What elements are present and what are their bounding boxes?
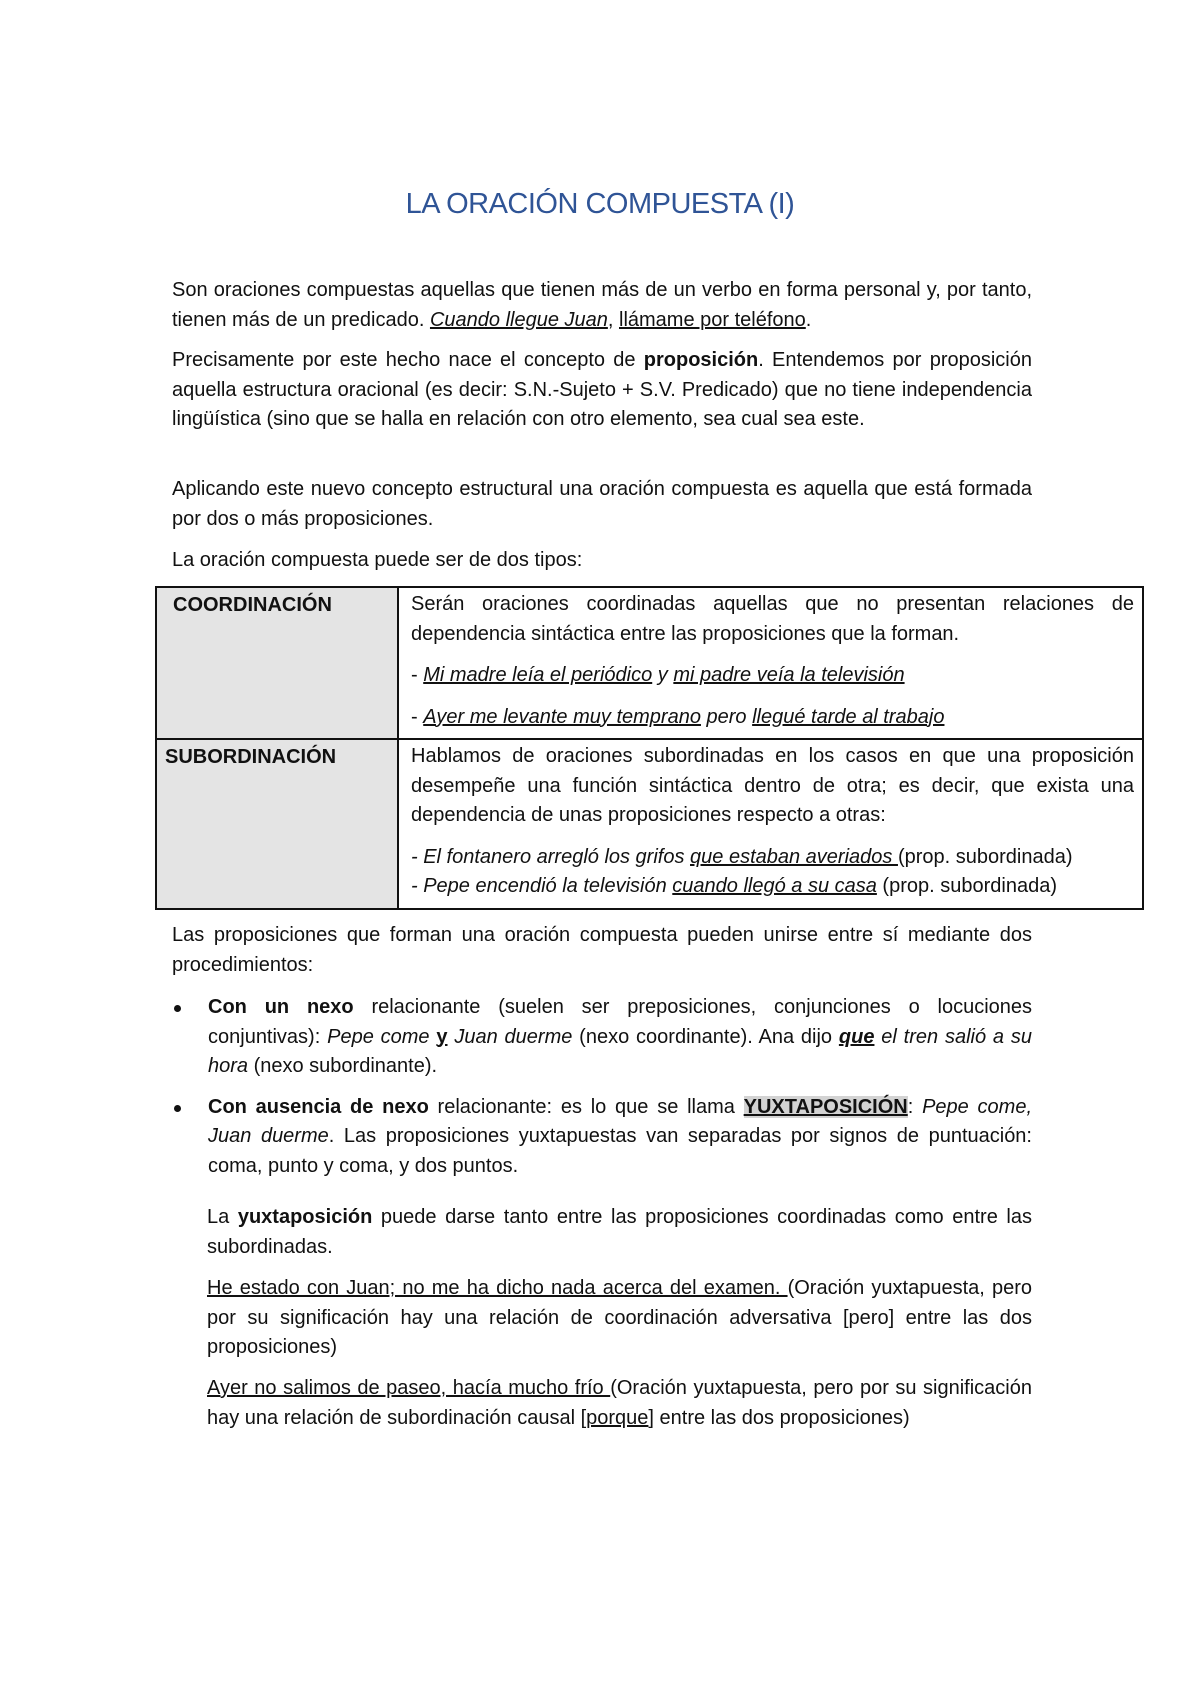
coordination-description: Serán oraciones coordinadas aquellas que no presentan relaciones de dependencia sintáctica entre las proposiciones que la forman. — [411, 593, 1134, 645]
item-text: (nexo subordinante). — [248, 1055, 438, 1077]
proposition: llegué tarde al trabajo — [752, 705, 945, 728]
example-explanation: (Oración yuxtapuesta, pero por su significación hay una relación de subordinación causal [ — [207, 1377, 1032, 1429]
coordination-example-1 — [411, 661, 1134, 691]
dash: - — [411, 705, 424, 728]
page-title: LA ORACIÓN COMPUESTA (I) — [405, 188, 795, 220]
term-bold: yuxtaposición — [237, 1206, 373, 1228]
paragraph-proposition — [172, 346, 1032, 435]
nexus-coordinating: y — [436, 1025, 448, 1048]
table-row-subordination — [156, 739, 1143, 909]
example-explanation: ] entre las dos proposiciones) — [648, 1406, 910, 1429]
subordinate-clause: cuando llegó a su casa — [672, 875, 877, 897]
term-bold: proposición — [643, 349, 759, 371]
paragraph-types-intro: La oración compuesta puede ser de dos tipos: — [172, 549, 583, 571]
term-bold: Con un nexo — [208, 996, 354, 1018]
label-coordination: COORDINACIÓN — [156, 587, 398, 739]
main-clause: - El fontanero arregló los grifos — [411, 845, 691, 868]
subordination-example-1 — [411, 843, 1134, 873]
paragraph-definition — [172, 276, 1032, 335]
proposition: Mi madre leía el periódico — [423, 664, 653, 686]
item-text: relacionante (suelen ser preposiciones, conjunciones o locuciones conjuntivas): — [208, 996, 1033, 1048]
nexus-subordinating: que — [838, 1025, 875, 1048]
list-item-juxtaposition — [172, 1093, 1032, 1182]
nexus-causal: porque — [586, 1406, 649, 1429]
paragraph-structure: Aplicando este nuevo concepto estructural una oración compuesta es aquella que está formada por dos o más proposiciones. — [172, 478, 1032, 530]
nexus: y — [652, 664, 674, 686]
proposition: Ayer me levante muy temprano — [423, 705, 701, 728]
paragraph-juxtaposition-scope — [207, 1203, 1032, 1262]
cell-coordination — [398, 587, 1143, 739]
cell-subordination — [398, 739, 1143, 909]
subordination-example-2 — [411, 872, 1134, 902]
paragraph-text: puede darse tanto entre las proposiciones coordinadas como entre las subordinadas. — [207, 1206, 1032, 1258]
example-causal — [207, 1374, 1032, 1433]
example-italic: Pepe come, Juan duerme — [208, 1095, 1032, 1147]
subordinate-clause: que estaban averiados — [690, 845, 898, 868]
example-underlined: He estado con Juan; no me ha dicho nada acerca del examen. — [207, 1277, 788, 1299]
list-item-nexus — [172, 993, 1032, 1082]
clause-note: (prop. subordinada) — [876, 875, 1057, 897]
bullet-icon — [174, 1005, 181, 1012]
example-underlined: Ayer no salimos de paseo, hacía mucho frío — [207, 1377, 611, 1399]
punctuation: . — [805, 308, 812, 331]
main-clause: - Pepe encendió la televisión — [411, 875, 673, 897]
example-italic: Juan duerme — [447, 1025, 573, 1048]
item-text: (nexo coordinante). Ana dijo — [572, 1025, 839, 1048]
clause-note: (prop. subordinada) — [897, 845, 1073, 868]
example-adversative — [207, 1274, 1032, 1363]
example-subordinate: Cuando llegue Juan — [429, 308, 608, 331]
example-main: llámame por teléfono — [619, 308, 806, 331]
procedures-list — [172, 993, 1032, 1181]
example-italic: el tren salió a su hora — [208, 1025, 1032, 1077]
label-subordination: SUBORDINACIÓN — [156, 739, 398, 909]
coordination-example-2 — [411, 703, 1134, 733]
proposition: mi padre veía la televisión — [673, 664, 905, 686]
paragraph-text: Son oraciones compuestas aquellas que tienen más de un verbo en forma personal y, por tanto, tienen más de un predicado. — [172, 279, 1032, 331]
table-row-coordination — [156, 587, 1143, 739]
nexus: pero — [700, 705, 753, 728]
example-italic: Pepe come — [327, 1025, 437, 1048]
punctuation: , — [607, 308, 619, 331]
paragraph-procedures: Las proposiciones que forman una oración compuesta pueden unirse entre sí mediante dos procedimientos: — [172, 924, 1032, 976]
paragraph-text: Precisamente por este hecho nace el concepto de — [172, 349, 644, 371]
paragraph-text: La — [207, 1206, 238, 1228]
types-table — [155, 586, 1144, 910]
bullet-icon — [174, 1105, 181, 1112]
example-explanation: (Oración yuxtapuesta, pero por su significación hay una relación de coordinación adversativa [pero] entre las dos proposiciones) — [207, 1277, 1032, 1358]
paragraph-text: . Entendemos por proposición aquella estructura oracional (es decir: S.N.-Sujeto + S.V. Predicado) que no tiene independencia lingüística (sino que se halla en relación con otro elemento, sea cual sea este. — [172, 349, 1032, 430]
item-text: : — [907, 1095, 923, 1118]
dash: - — [411, 664, 424, 686]
subordination-description: Hablamos de oraciones subordinadas en los casos en que una proposición desempeñe una función sintáctica dentro de otra; es decir, que exista una dependencia de unas proposiciones respecto a otras: — [411, 745, 1134, 826]
item-text: . Las proposiciones yuxtapuestas van separadas por signos de puntuación: coma, punto y coma, y dos puntos. — [208, 1125, 1032, 1177]
item-text: relacionante: es lo que se llama — [428, 1095, 744, 1118]
highlighted-term: YUXTAPOSICIÓN — [743, 1095, 908, 1118]
term-bold: Con ausencia de nexo — [208, 1095, 429, 1118]
